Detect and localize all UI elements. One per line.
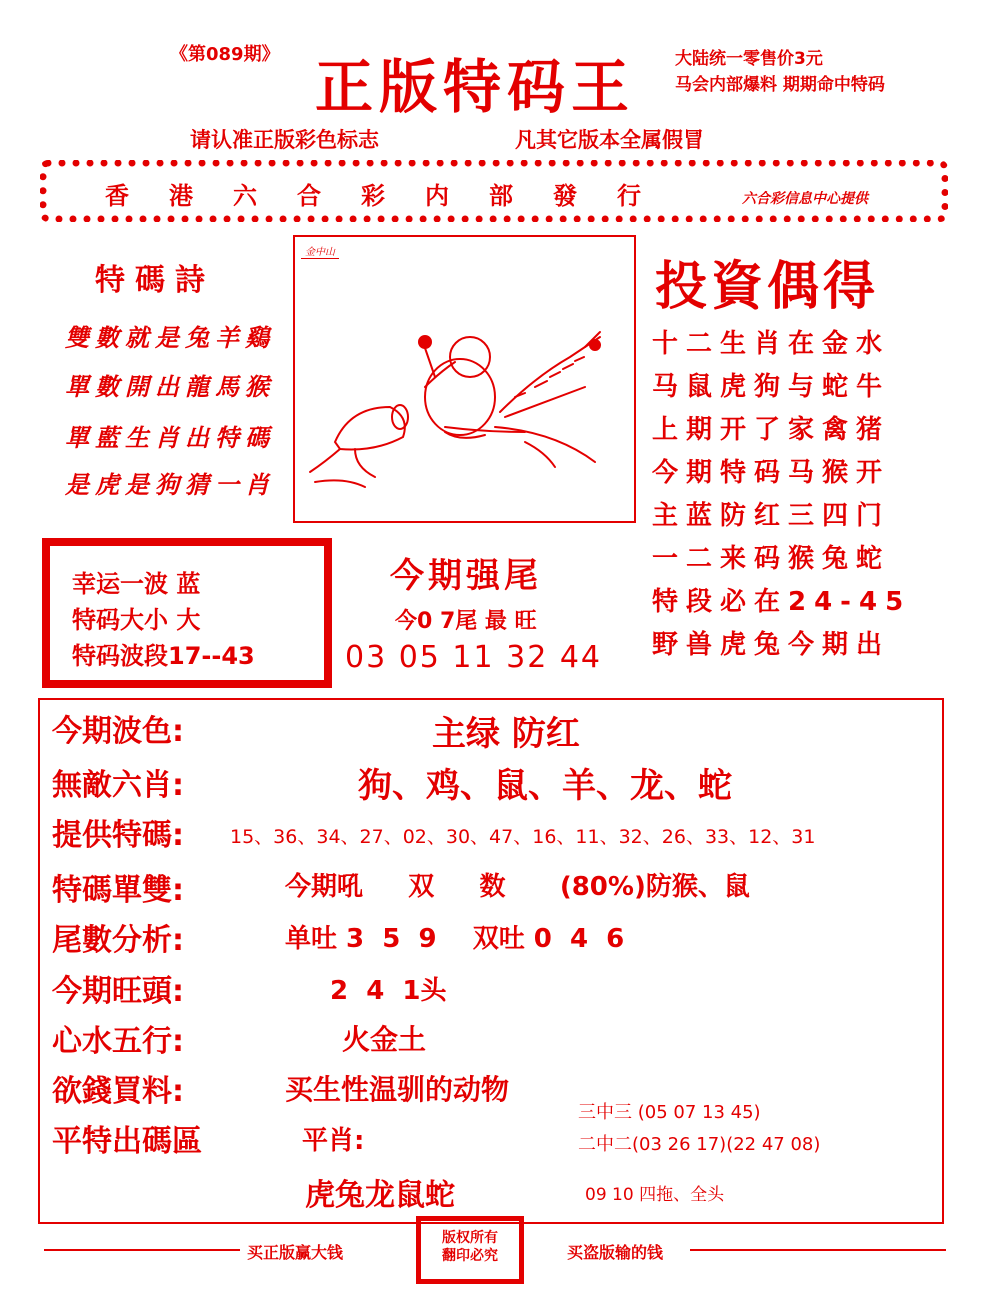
page-title: 正版特码王	[315, 53, 636, 121]
poem-line: 是虎是狗猜一肖	[65, 470, 275, 499]
strong-tail-numbers: 03 05 11 32 44	[345, 640, 603, 675]
footer-right-text: 买盗版输的钱	[567, 1243, 664, 1262]
monkey-drawing-icon	[295, 237, 634, 521]
issue-number: 《第089期》	[170, 44, 280, 65]
flat-value: 平肖:	[302, 1126, 365, 1156]
invest-line: 今期特码马猴开	[652, 458, 891, 488]
three-hit: 三中三 (05 07 13 45)	[578, 1102, 761, 1123]
six-animals-value: 狗、鸡、鼠、羊、龙、蛇	[358, 766, 732, 806]
element-label: 心水五行:	[52, 1024, 184, 1059]
banner-credit: 六合彩信息中心提供	[742, 191, 868, 207]
two-hit: 二中二(03 26 17)(22 47 08)	[578, 1134, 821, 1155]
special-code-value: 15、36、34、27、02、30、47、16、11、32、26、33、12、31	[230, 826, 816, 848]
illustration	[293, 235, 636, 523]
notice-left: 请认准正版彩色标志	[190, 128, 379, 152]
head-label: 今期旺頭:	[52, 974, 184, 1009]
wave-label: 今期波色:	[52, 714, 184, 749]
luck-wave: 幸运一波 蓝	[72, 570, 201, 598]
stamp-line-1: 版权所有	[442, 1230, 498, 1246]
money-label: 欲錢買料:	[52, 1074, 184, 1109]
poem-line: 單數開出龍馬猴	[65, 372, 275, 401]
invest-line: 主蓝防红三四门	[652, 501, 891, 531]
six-animals-label: 無敵六肖:	[52, 768, 184, 803]
footer-divider-right	[690, 1249, 946, 1251]
poem-title: 特碼詩	[95, 263, 215, 298]
copyright-stamp	[416, 1216, 524, 1284]
strong-tail-sub: 今0 7尾 最 旺	[395, 609, 537, 634]
extra-note: 09 10 四拖、全头	[585, 1185, 725, 1205]
invest-line: 马鼠虎狗与蛇牛	[652, 372, 891, 402]
special-code-label: 提供特碼:	[52, 818, 184, 853]
footer-left-text: 买正版赢大钱	[247, 1243, 344, 1262]
illustration-label: 金中山	[301, 243, 339, 259]
element-value: 火金土	[342, 1023, 427, 1056]
tail-value: 单吐 3 5 9 双吐 0 4 6	[285, 924, 625, 954]
slogan-note: 马会内部爆料 期期命中特码	[675, 75, 885, 95]
strong-tail-title: 今期强尾	[390, 556, 542, 596]
notice-right: 凡其它版本全属假冒	[515, 128, 704, 152]
invest-line: 野兽虎兔今期出	[652, 630, 891, 660]
wave-value: 主绿 防红	[432, 714, 580, 754]
invest-title: 投資偶得	[655, 256, 880, 317]
luck-size: 特码大小 大	[72, 606, 201, 634]
poem-line: 單藍生肖出特碼	[65, 423, 275, 452]
luck-range: 特码波段17--43	[72, 642, 255, 670]
invest-line: 上期开了家禽猪	[652, 415, 891, 445]
money-value: 买生性温驯的动物	[285, 1073, 510, 1106]
invest-line: 特段必在24-45	[652, 587, 912, 617]
flat-label: 平特出碼區	[52, 1124, 202, 1159]
price-note: 大陆统一零售价3元	[675, 49, 823, 69]
invest-line: 一二来码猴兔蛇	[652, 544, 891, 574]
banner-text: 香港六合彩内部發行	[105, 181, 681, 210]
poem-line: 雙數就是兔羊鷄	[65, 323, 275, 352]
invest-line: 十二生肖在金水	[652, 329, 891, 359]
footer-divider-left	[44, 1249, 240, 1251]
tail-label: 尾數分析:	[52, 923, 184, 958]
head-value: 2 4 1头	[330, 976, 447, 1006]
flat-animals: 虎兔龙鼠蛇	[305, 1178, 455, 1213]
odd-even-value: 今期吼 双 数 (80%)防猴、鼠	[285, 872, 750, 902]
stamp-line-2: 翻印必究	[442, 1248, 498, 1264]
odd-even-label: 特碼單雙:	[52, 873, 184, 908]
